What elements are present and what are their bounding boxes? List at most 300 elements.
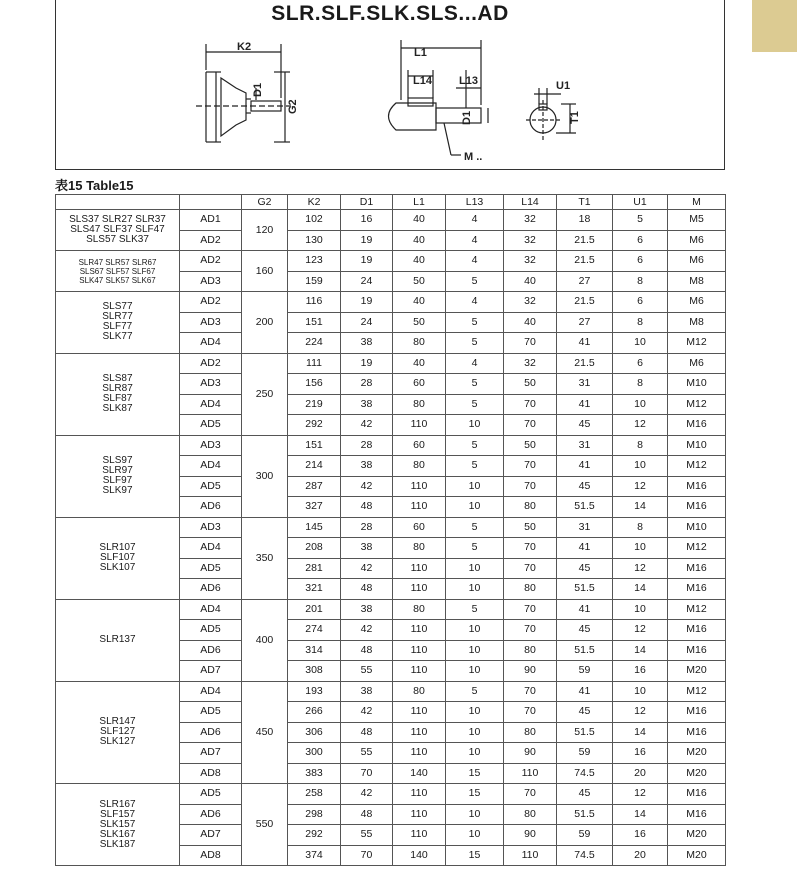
value-cell: M8 [668,271,726,292]
value-cell: 19 [341,353,393,374]
label-l14: L14 [413,75,432,87]
value-cell: 19 [341,230,393,251]
shaft-detail [389,103,437,130]
label-l1: L1 [414,47,427,59]
value-cell: 70 [504,415,557,436]
value-cell: 50 [504,374,557,395]
value-cell: 111 [288,353,341,374]
value-cell: 14 [613,640,668,661]
label-u1: U1 [556,80,571,92]
label-m: M .. [464,151,483,163]
table-row [56,353,726,374]
value-cell: 123 [288,251,341,272]
value-cell: 90 [504,661,557,682]
value-cell: 10 [446,722,504,743]
value-cell: 40 [393,292,446,313]
value-cell: 6 [613,292,668,313]
diagram-title: SLR.SLF.SLK.SLS...AD [271,2,509,25]
value-cell: 38 [341,456,393,477]
adapter-code-cell: AD4 [180,456,242,477]
model-cell [56,210,180,251]
value-cell: 12 [613,415,668,436]
adapter-cone [221,78,246,136]
value-cell: 15 [446,763,504,784]
value-cell: 287 [288,476,341,497]
value-cell: 10 [446,825,504,846]
value-cell: 42 [341,784,393,805]
header-cell: L13 [446,195,504,210]
adapter-code-cell: AD4 [180,599,242,620]
value-cell: 12 [613,476,668,497]
value-cell: 40 [393,353,446,374]
value-cell: 27 [557,271,613,292]
value-cell: 48 [341,722,393,743]
value-cell: 10 [446,476,504,497]
value-cell: 110 [393,640,446,661]
value-cell: 80 [504,579,557,600]
header-cell [56,195,180,210]
value-cell: 60 [393,435,446,456]
value-cell: 110 [393,476,446,497]
value-cell: 45 [557,702,613,723]
value-cell: 6 [613,230,668,251]
g2-cell: 250 [242,353,288,435]
value-cell: 274 [288,620,341,641]
model-name: SLF127 [99,726,136,738]
value-cell: 201 [288,599,341,620]
model-name: SLK157 [99,818,136,830]
adapter-code-cell: AD6 [180,640,242,661]
value-cell: M8 [668,312,726,333]
adapter-code-cell: AD5 [180,415,242,436]
value-cell: 28 [341,435,393,456]
value-cell: 110 [393,661,446,682]
value-cell: 130 [288,230,341,251]
value-cell: 80 [504,497,557,518]
value-cell: 4 [446,251,504,272]
value-cell: 308 [288,661,341,682]
value-cell: 48 [341,640,393,661]
value-cell: 10 [446,804,504,825]
header-cell: G2 [242,195,288,210]
value-cell: 55 [341,743,393,764]
value-cell: M16 [668,804,726,825]
adapter-code-cell: AD2 [180,292,242,313]
value-cell: 80 [393,599,446,620]
value-cell: M16 [668,620,726,641]
adapter-code-cell: AD2 [180,353,242,374]
value-cell: 145 [288,517,341,538]
value-cell: 74.5 [557,763,613,784]
adapter-code-cell: AD6 [180,804,242,825]
value-cell: 51.5 [557,804,613,825]
adapter-code-cell: AD6 [180,722,242,743]
adapter-code-cell: AD6 [180,579,242,600]
table-row [56,210,726,231]
value-cell: 102 [288,210,341,231]
value-cell: 16 [613,661,668,682]
adapter-code-cell: AD3 [180,312,242,333]
value-cell: M10 [668,374,726,395]
value-cell: 70 [504,620,557,641]
value-cell: 110 [504,763,557,784]
value-cell: 41 [557,333,613,354]
value-cell: 314 [288,640,341,661]
model-name: SLK167 [99,828,136,840]
adapter-code-cell: AD2 [180,230,242,251]
value-cell: 208 [288,538,341,559]
value-cell: 151 [288,435,341,456]
table-row [56,292,726,313]
value-cell: 70 [504,681,557,702]
value-cell: 40 [393,210,446,231]
value-cell: 70 [504,476,557,497]
table-caption: 表15 Table15 [55,178,134,193]
dimension-drawing [56,0,726,170]
g2-cell: 350 [242,517,288,599]
value-cell: M16 [668,558,726,579]
value-cell: 5 [446,271,504,292]
value-cell: 110 [393,784,446,805]
value-cell: M16 [668,415,726,436]
value-cell: 8 [613,517,668,538]
value-cell: 80 [393,394,446,415]
value-cell: 383 [288,763,341,784]
value-cell: M16 [668,722,726,743]
adapter-code-cell: AD5 [180,702,242,723]
value-cell: 10 [613,538,668,559]
value-cell: 51.5 [557,579,613,600]
table-row [56,517,726,538]
value-cell: M12 [668,681,726,702]
value-cell: M16 [668,702,726,723]
value-cell: M20 [668,825,726,846]
adapter-code-cell: AD5 [180,620,242,641]
value-cell: 80 [393,538,446,559]
value-cell: 38 [341,538,393,559]
value-cell: 45 [557,415,613,436]
value-cell: 40 [504,312,557,333]
value-cell: 292 [288,415,341,436]
value-cell: 38 [341,394,393,415]
value-cell: 5 [446,517,504,538]
value-cell: 10 [446,702,504,723]
value-cell: 32 [504,230,557,251]
model-name: SLF107 [99,552,136,563]
value-cell: 110 [504,845,557,866]
value-cell: 41 [557,394,613,415]
value-cell: 15 [446,845,504,866]
value-cell: M12 [668,599,726,620]
value-cell: 110 [393,804,446,825]
value-cell: 80 [393,333,446,354]
value-cell: 48 [341,579,393,600]
model-name: SLS57 SLK37 [86,234,149,245]
model-cell [56,435,180,517]
value-cell: M12 [668,456,726,477]
value-cell: 38 [341,333,393,354]
header-cell: M [668,195,726,210]
adapter-code-cell: AD5 [180,558,242,579]
value-cell: 110 [393,702,446,723]
adapter-code-cell: AD2 [180,251,242,272]
value-cell: 55 [341,825,393,846]
value-cell: 292 [288,825,341,846]
model-name: SLS97 [102,455,133,466]
value-cell: 10 [446,497,504,518]
model-name: SLF97 [102,475,133,486]
adapter-code-cell: AD4 [180,394,242,415]
value-cell: 42 [341,415,393,436]
value-cell: 10 [446,558,504,579]
value-cell: 5 [446,333,504,354]
value-cell: 5 [446,312,504,333]
adapter-code-cell: AD7 [180,825,242,846]
model-cell [56,681,180,784]
header-cell: U1 [613,195,668,210]
value-cell: 306 [288,722,341,743]
value-cell: 10 [613,394,668,415]
value-cell: 10 [446,415,504,436]
g2-cell: 550 [242,784,288,866]
model-name: SLK47 SLK57 SLK67 [79,275,156,285]
value-cell: 258 [288,784,341,805]
value-cell: 59 [557,825,613,846]
value-cell: 10 [446,640,504,661]
value-cell: M20 [668,661,726,682]
value-cell: 140 [393,763,446,784]
value-cell: M6 [668,353,726,374]
value-cell: M16 [668,640,726,661]
value-cell: 28 [341,517,393,538]
value-cell: 70 [504,538,557,559]
value-cell: 5 [446,374,504,395]
value-cell: 14 [613,722,668,743]
model-name: SLS77 [102,301,133,313]
value-cell: 70 [504,702,557,723]
model-name: SLS67 SLF57 SLF67 [79,266,156,276]
g2-cell: 120 [242,210,288,251]
value-cell: 48 [341,804,393,825]
value-cell: 50 [504,517,557,538]
value-cell: 140 [393,845,446,866]
value-cell: 90 [504,743,557,764]
value-cell: 193 [288,681,341,702]
value-cell: 266 [288,702,341,723]
value-cell: 4 [446,353,504,374]
model-name: SLF87 [102,393,133,404]
value-cell: M16 [668,497,726,518]
table-row [56,435,726,456]
value-cell: 8 [613,271,668,292]
value-cell: M6 [668,230,726,251]
value-cell: 40 [504,271,557,292]
value-cell: 40 [393,251,446,272]
adapter-code-cell: AD5 [180,784,242,805]
value-cell: 10 [446,743,504,764]
value-cell: 224 [288,333,341,354]
value-cell: 110 [393,620,446,641]
value-cell: 110 [393,825,446,846]
value-cell: 80 [393,456,446,477]
value-cell: 41 [557,599,613,620]
value-cell: 50 [393,271,446,292]
value-cell: 14 [613,579,668,600]
model-name: SLR147 [99,716,136,728]
value-cell: 10 [446,620,504,641]
model-cell [56,599,180,681]
value-cell: 90 [504,825,557,846]
value-cell: 156 [288,374,341,395]
model-name: SLR97 [102,465,133,476]
value-cell: 12 [613,620,668,641]
value-cell: 55 [341,661,393,682]
label-k2: K2 [237,41,252,53]
value-cell: 51.5 [557,722,613,743]
model-cell [56,251,180,292]
model-cell [56,517,180,599]
value-cell: 70 [504,394,557,415]
value-cell: M10 [668,435,726,456]
value-cell: 48 [341,497,393,518]
adapter-code-cell: AD4 [180,681,242,702]
value-cell: 110 [393,558,446,579]
value-cell: 42 [341,558,393,579]
value-cell: 41 [557,538,613,559]
header-cell: L14 [504,195,557,210]
adapter-code-cell: AD6 [180,497,242,518]
model-name: SLF157 [99,808,136,820]
value-cell: 60 [393,374,446,395]
value-cell: 28 [341,374,393,395]
value-cell: 8 [613,435,668,456]
g2-cell: 400 [242,599,288,681]
value-cell: 10 [613,599,668,620]
value-cell: 151 [288,312,341,333]
value-cell: M6 [668,251,726,272]
model-name: SLR87 [102,383,133,394]
value-cell: 38 [341,599,393,620]
table-row [56,784,726,805]
value-cell: 80 [504,722,557,743]
value-cell: 327 [288,497,341,518]
value-cell: 14 [613,497,668,518]
model-name: SLK87 [102,403,133,414]
value-cell: 8 [613,374,668,395]
value-cell: M16 [668,476,726,497]
value-cell: 15 [446,784,504,805]
table-body [56,210,726,866]
table-row [56,251,726,272]
adapter-code-cell: AD4 [180,538,242,559]
table-header-row [56,195,726,210]
model-cell [56,292,180,354]
value-cell: 31 [557,435,613,456]
model-cell [56,353,180,435]
value-cell: 50 [393,312,446,333]
value-cell: 5 [446,394,504,415]
g2-cell: 450 [242,681,288,784]
adapter-code-cell: AD8 [180,763,242,784]
header-cell: L1 [393,195,446,210]
value-cell: M12 [668,394,726,415]
value-cell: M12 [668,333,726,354]
value-cell: 4 [446,210,504,231]
model-name: SLK107 [99,562,136,573]
value-cell: 32 [504,292,557,313]
value-cell: 27 [557,312,613,333]
value-cell: 20 [613,763,668,784]
model-name: SLR167 [99,798,136,810]
value-cell: M10 [668,517,726,538]
value-cell: 5 [446,599,504,620]
value-cell: 110 [393,722,446,743]
value-cell: 41 [557,456,613,477]
value-cell: 24 [341,271,393,292]
value-cell: M12 [668,538,726,559]
value-cell: 4 [446,292,504,313]
value-cell: 70 [504,558,557,579]
g2-cell: 200 [242,292,288,354]
label-t1: T1 [569,111,581,124]
value-cell: 300 [288,743,341,764]
value-cell: M20 [668,845,726,866]
value-cell: 16 [341,210,393,231]
label-g2: G2 [287,99,299,114]
g2-cell: 160 [242,251,288,292]
model-cell [56,784,180,866]
value-cell: 74.5 [557,845,613,866]
value-cell: 80 [393,681,446,702]
value-cell: 10 [446,661,504,682]
adapter-code-cell: AD1 [180,210,242,231]
dimension-table [55,194,726,866]
value-cell: 42 [341,476,393,497]
value-cell: 321 [288,579,341,600]
value-cell: 214 [288,456,341,477]
value-cell: 70 [341,763,393,784]
header-cell: D1 [341,195,393,210]
value-cell: 18 [557,210,613,231]
value-cell: 19 [341,251,393,272]
value-cell: 70 [504,333,557,354]
value-cell: M6 [668,292,726,313]
adapter-code-cell: AD7 [180,661,242,682]
adapter-code-cell: AD4 [180,333,242,354]
value-cell: 4 [446,230,504,251]
value-cell: 24 [341,312,393,333]
value-cell: 298 [288,804,341,825]
model-name: SLK187 [99,838,136,850]
value-cell: M5 [668,210,726,231]
page-tab-marker [752,0,797,52]
value-cell: 41 [557,681,613,702]
value-cell: 12 [613,702,668,723]
value-cell: 110 [393,415,446,436]
value-cell: 5 [446,435,504,456]
value-cell: 159 [288,271,341,292]
value-cell: 50 [504,435,557,456]
adapter-code-cell: AD3 [180,517,242,538]
value-cell: 21.5 [557,251,613,272]
value-cell: 10 [446,579,504,600]
value-cell: 80 [504,640,557,661]
value-cell: 16 [613,825,668,846]
value-cell: 42 [341,620,393,641]
value-cell: 21.5 [557,292,613,313]
value-cell: 219 [288,394,341,415]
table-row [56,681,726,702]
